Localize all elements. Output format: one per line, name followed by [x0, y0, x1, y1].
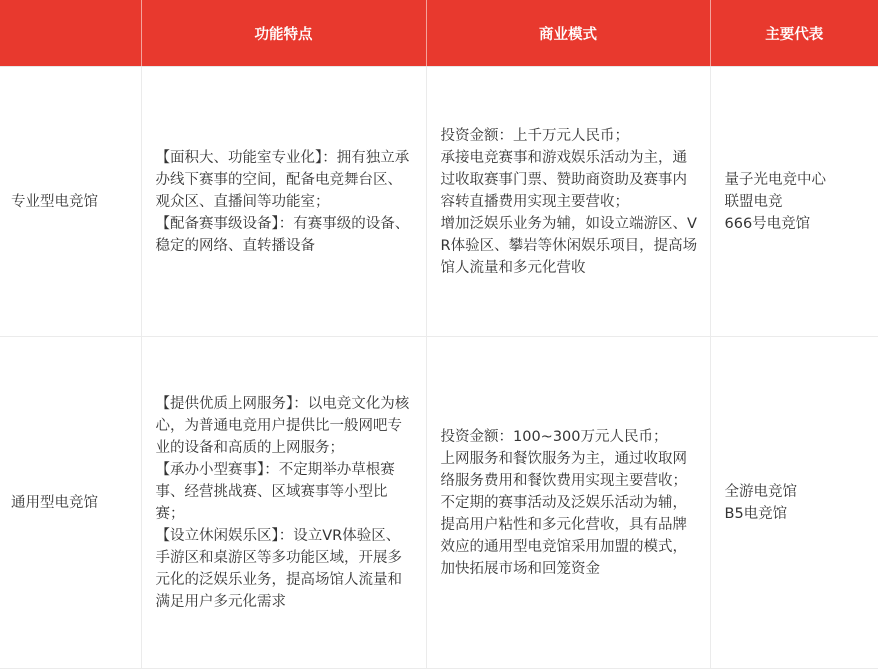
- representative-name: 量子光电竞中心: [724, 171, 826, 188]
- representatives-cell: [710, 67, 878, 337]
- representatives-cell: [710, 337, 878, 669]
- header-representatives: 主要代表: [710, 0, 878, 67]
- feature-text: 【面积大、功能室专业化】：拥有独立承办线下赛事的空间，配备电竞舞台区、观众区、直播间等功能室；: [155, 149, 410, 210]
- business-model-text: 投资金额：上千万元人民币；: [440, 127, 629, 144]
- table-row-professional: [0, 67, 878, 337]
- business-model-cell: [426, 337, 710, 669]
- feature-text: 【提供优质上网服务】：以电竞文化为核心，为普通电竞用户提供比一般网吧专业的设备和高质的上网服务；: [155, 395, 410, 456]
- representative-name: 666号电竞馆: [724, 215, 811, 232]
- business-model-text: 不定期的赛事活动及泛娱乐活动为辅，提高用户粘性和多元化营收，具有品牌效应的通用型电竞馆采用加盟的模式，加快拓展市场和回笼资金: [440, 494, 687, 577]
- business-model-text: 承接电竞赛事和游戏娱乐活动为主，通过收取赛事门票、赞助商资助及赛事内容转直播费用实现主要营收；: [440, 149, 687, 210]
- table-row-general: [0, 337, 878, 669]
- header-type: [0, 0, 141, 67]
- business-model-text: 增加泛娱乐业务为辅，如设立端游区、VR体验区、攀岩等休闲娱乐项目，提高场馆人流量和多元化营收: [440, 215, 698, 276]
- header-features: 功能特点: [141, 0, 426, 67]
- row-type-cell: 专业型电竞馆: [0, 67, 141, 337]
- representative-name: 全游电竞馆: [724, 483, 797, 500]
- features-cell: [141, 67, 426, 337]
- feature-text: 【配备赛事级设备】：有赛事级的设备、稳定的网络、直转播设备: [155, 215, 410, 254]
- header-row: [0, 0, 878, 67]
- feature-text: 【设立休闲娱乐区】：设立VR体验区、手游区和桌游区等多功能区域，开展多元化的泛娱乐业务，提高场馆人流量和满足用户多元化需求: [155, 527, 402, 610]
- table-header: [0, 0, 878, 67]
- representative-name: B5电竞馆: [724, 505, 788, 522]
- representative-name: 联盟电竞: [724, 193, 783, 210]
- row-type-cell: 通用型电竞馆: [0, 337, 141, 669]
- features-cell: [141, 337, 426, 669]
- feature-text: 【承办小型赛事】：不定期举办草根赛事、经营挑战赛、区域赛事等小型比赛；: [155, 461, 395, 522]
- business-model-text: 投资金额：100~300万元人民币；: [440, 428, 668, 445]
- header-business-model: 商业模式: [426, 0, 710, 67]
- business-model-text: 上网服务和餐饮服务为主，通过收取网络服务费用和餐饮费用实现主要营收；: [440, 450, 687, 489]
- business-model-cell: [426, 67, 710, 337]
